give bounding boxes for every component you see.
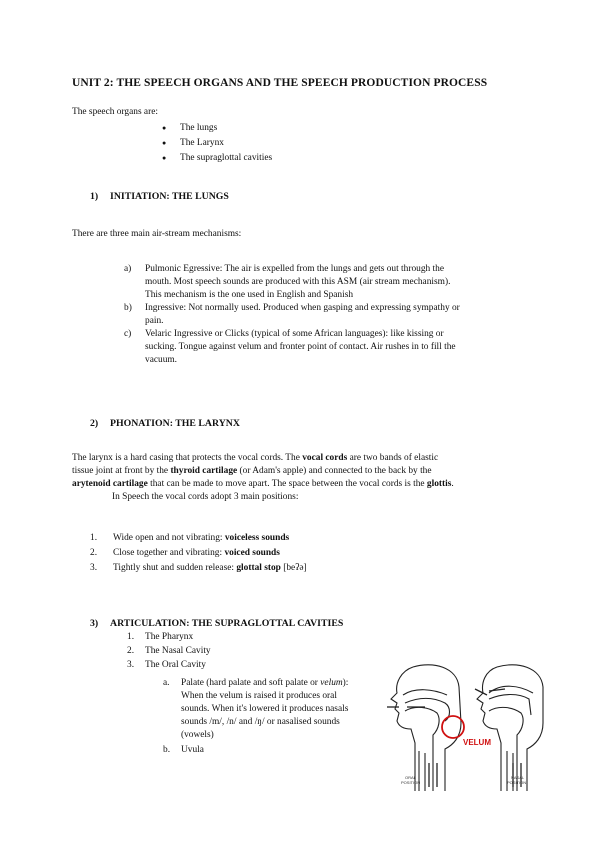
page-title: UNIT 2: THE SPEECH ORGANS AND THE SPEECH PRODUCTION PROCESS: [72, 77, 488, 89]
list-marker: 1.: [90, 533, 98, 543]
list-marker: 3.: [90, 563, 98, 573]
caption-right-2: POSITION: [507, 780, 527, 785]
list-item: ● The supraglottal cavities: [162, 152, 272, 167]
section-title: ARTICULATION: THE SUPRAGLOTTAL CAVITIES: [110, 618, 344, 629]
list-marker: b.: [163, 745, 171, 755]
list-marker: 2.: [90, 548, 98, 558]
list-item: [124, 263, 524, 302]
list-item: [124, 302, 524, 328]
list-item: b. Uvula: [163, 745, 204, 755]
section-heading-initiation: [90, 190, 229, 203]
list-line: pain.: [145, 316, 164, 326]
velum-label: VELUM: [463, 738, 491, 747]
list-marker: a): [124, 264, 132, 274]
caption-left-2: POSITION: [401, 780, 421, 785]
list-line: sucking. Tongue against velum and fronter point of contact. Air rushes in to fill the: [145, 342, 456, 352]
vocal-positions-list: [90, 532, 307, 577]
head-cross-section-illustration: [385, 663, 545, 793]
term-glottal-stop: glottal stop: [236, 563, 281, 573]
term-arytenoid-cartilage: arytenoid cartilage: [72, 479, 148, 489]
term-velum: velum: [320, 678, 343, 688]
caption-left-1: ORAL: [405, 775, 416, 780]
term-voiceless-sounds: voiceless sounds: [224, 533, 290, 543]
airstream-intro: There are three main air-stream mechanisms:: [72, 229, 242, 239]
list-marker: c): [124, 329, 132, 339]
list-item: ● The lungs: [162, 122, 272, 137]
term-thyroid-cartilage: thyroid cartilage: [170, 466, 238, 476]
list-item: 1. Wide open and not vibrating: voiceless sounds: [90, 533, 290, 543]
list-item: a. Palate (hard palate and soft palate or velum): When the velum is raised it produces oral sounds. When it's lowered it produces nasals sounds /m/, /n/ and /ŋ/ or nasalised sounds (vowels): [163, 678, 349, 740]
larynx-paragraph: [72, 452, 540, 504]
list-line: mouth. Most speech sounds are produced with this ASM (air stream mechanism).: [145, 277, 451, 287]
list-line: Velaric Ingressive or Clicks (typical of some African languages): like kissing or: [145, 329, 444, 339]
list-item: 2. The Nasal Cavity: [127, 646, 211, 656]
caption-right-1: NASAL: [511, 775, 525, 780]
list-marker: b): [124, 303, 132, 313]
organs-list: [162, 122, 272, 167]
list-item: 3. The Oral Cavity: [127, 660, 206, 670]
section-heading-articulation: [90, 617, 343, 630]
paragraph-line: In Speech the vocal cords adopt 3 main positions:: [112, 492, 299, 502]
intro-text: The speech organs are:: [72, 107, 158, 117]
list-line: Ingressive: Not normally used. Produced when gasping and expressing sympathy or: [145, 303, 460, 313]
list-item: 3. Tightly shut and sudden release: glottal stop [beʔə]: [90, 563, 307, 573]
term-glottis: glottis: [426, 479, 452, 489]
list-line: Pulmonic Egressive: The air is expelled from the lungs and gets out through the: [145, 264, 444, 274]
list-line: This mechanism is the one used in English and Spanish: [145, 290, 354, 300]
list-item: 2. Close together and vibrating: voiced sounds: [90, 548, 280, 558]
list-line: vacuum.: [145, 355, 178, 365]
term-vocal-cords: vocal cords: [302, 453, 348, 463]
term-voiced-sounds: voiced sounds: [224, 548, 280, 558]
section-number: 1): [90, 191, 99, 202]
section-title: INITIATION: THE LUNGS: [110, 191, 229, 202]
list-item: [124, 328, 524, 367]
airstream-list: [124, 263, 524, 367]
list-marker: a.: [163, 678, 170, 688]
list-item: 1. The Pharynx: [127, 632, 194, 642]
paragraph-line: tissue joint at front by the thyroid cartilage (or Adam's apple) and connected to the back by the: [72, 466, 432, 476]
section-title: PHONATION: THE LARYNX: [110, 418, 240, 429]
section-number: 3): [90, 618, 99, 629]
paragraph-line: The larynx is a hard casing that protects the vocal cords. The vocal cords are two bands of elastic: [72, 453, 439, 463]
list-item: ● The Larynx: [162, 137, 272, 152]
section-number: 2): [90, 418, 99, 429]
cavities-list: [127, 631, 211, 673]
velum-diagram: [385, 663, 545, 798]
section-heading-phonation: [90, 417, 240, 430]
oral-cavity-sublist: [163, 677, 391, 757]
paragraph-line: arytenoid cartilage that can be made to move apart. The space between the vocal cords is the glottis.: [72, 479, 454, 489]
